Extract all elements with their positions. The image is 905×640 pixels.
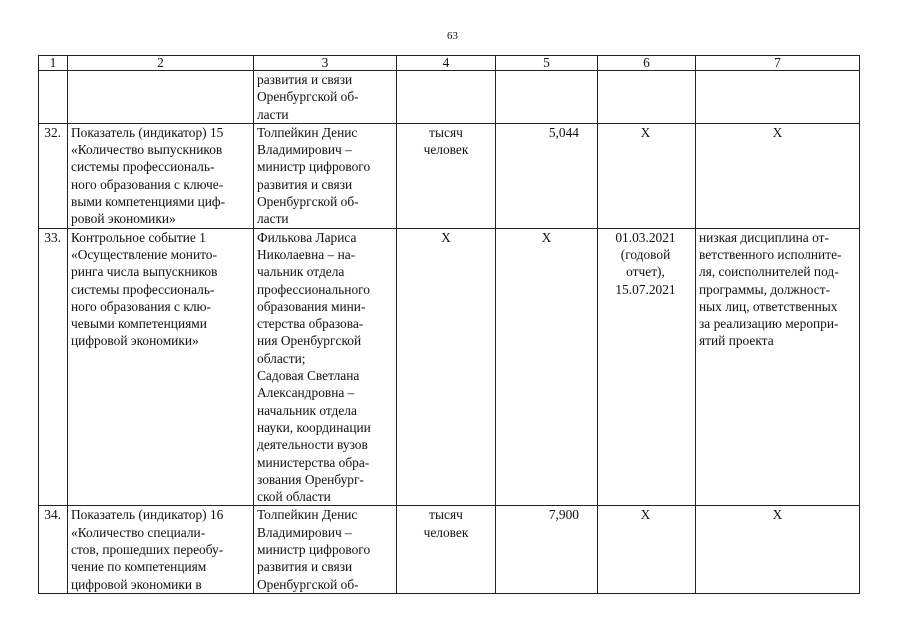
row-responsible: Толпейкин Денис Владимирович – министр цифрового развития и связи Оренбургской об- ласти [254, 123, 397, 228]
table-row [39, 71, 860, 124]
column-header: 1 [39, 56, 68, 71]
row-value: 5,044 [496, 123, 598, 228]
table-row [39, 123, 860, 228]
row-unit [397, 71, 496, 124]
row-number: 32. [39, 123, 68, 228]
row-number: 34. [39, 506, 68, 593]
row-value [496, 71, 598, 124]
row-risk: низкая дисциплина от- ветственного исполните- ля, соисполнителей под- программы, должност- ных лиц, ответственных за реализацию меропри- ятий проекта [696, 228, 860, 506]
row-value: 7,900 [496, 506, 598, 593]
column-header: 2 [68, 56, 254, 71]
row-date [598, 71, 696, 124]
row-responsible: развития и связи Оренбургской об- ласти [254, 71, 397, 124]
row-number [39, 71, 68, 124]
row-date: Х [598, 123, 696, 228]
page-number: 63 [447, 30, 458, 42]
row-unit: Х [397, 228, 496, 506]
row-unit: тысяч человек [397, 506, 496, 593]
column-header: 5 [496, 56, 598, 71]
table-row [39, 228, 860, 506]
row-description: Контрольное событие 1 «Осуществление монито- ринга числа выпускников системы профессиональ- ного образования с клю- чевыми компетенциями цифровой экономики» [68, 228, 254, 506]
row-date: Х [598, 506, 696, 593]
table-row [39, 506, 860, 593]
row-responsible: Толпейкин Денис Владимирович – министр цифрового развития и связи Оренбургской об- [254, 506, 397, 593]
row-description: Показатель (индикатор) 15 «Количество выпускников системы профессиональ- ного образования с ключе- выми компетенциями циф- ровой экономики» [68, 123, 254, 228]
column-header: 3 [254, 56, 397, 71]
column-header: 6 [598, 56, 696, 71]
row-date: 01.03.2021 (годовой отчет), 15.07.2021 [598, 228, 696, 506]
row-responsible: Филькова Лариса Николаевна – на- чальник отдела профессионального образования мини- стерства образова- ния Оренбургской области; Садовая Светлана Александровна – начальник отдела науки, координации деятельности вузов министерства обра- зования Оренбург- ской области [254, 228, 397, 506]
row-description: Показатель (индикатор) 16 «Количество специали- стов, прошедших переобу- чение по компетенциям цифровой экономики в [68, 506, 254, 593]
table-header-row [39, 56, 860, 71]
row-risk: Х [696, 123, 860, 228]
row-risk: Х [696, 506, 860, 593]
column-header: 4 [397, 56, 496, 71]
row-number: 33. [39, 228, 68, 506]
row-value: Х [496, 228, 598, 506]
row-risk [696, 71, 860, 124]
measures-table [38, 55, 860, 594]
row-description [68, 71, 254, 124]
row-unit: тысяч человек [397, 123, 496, 228]
column-header: 7 [696, 56, 860, 71]
